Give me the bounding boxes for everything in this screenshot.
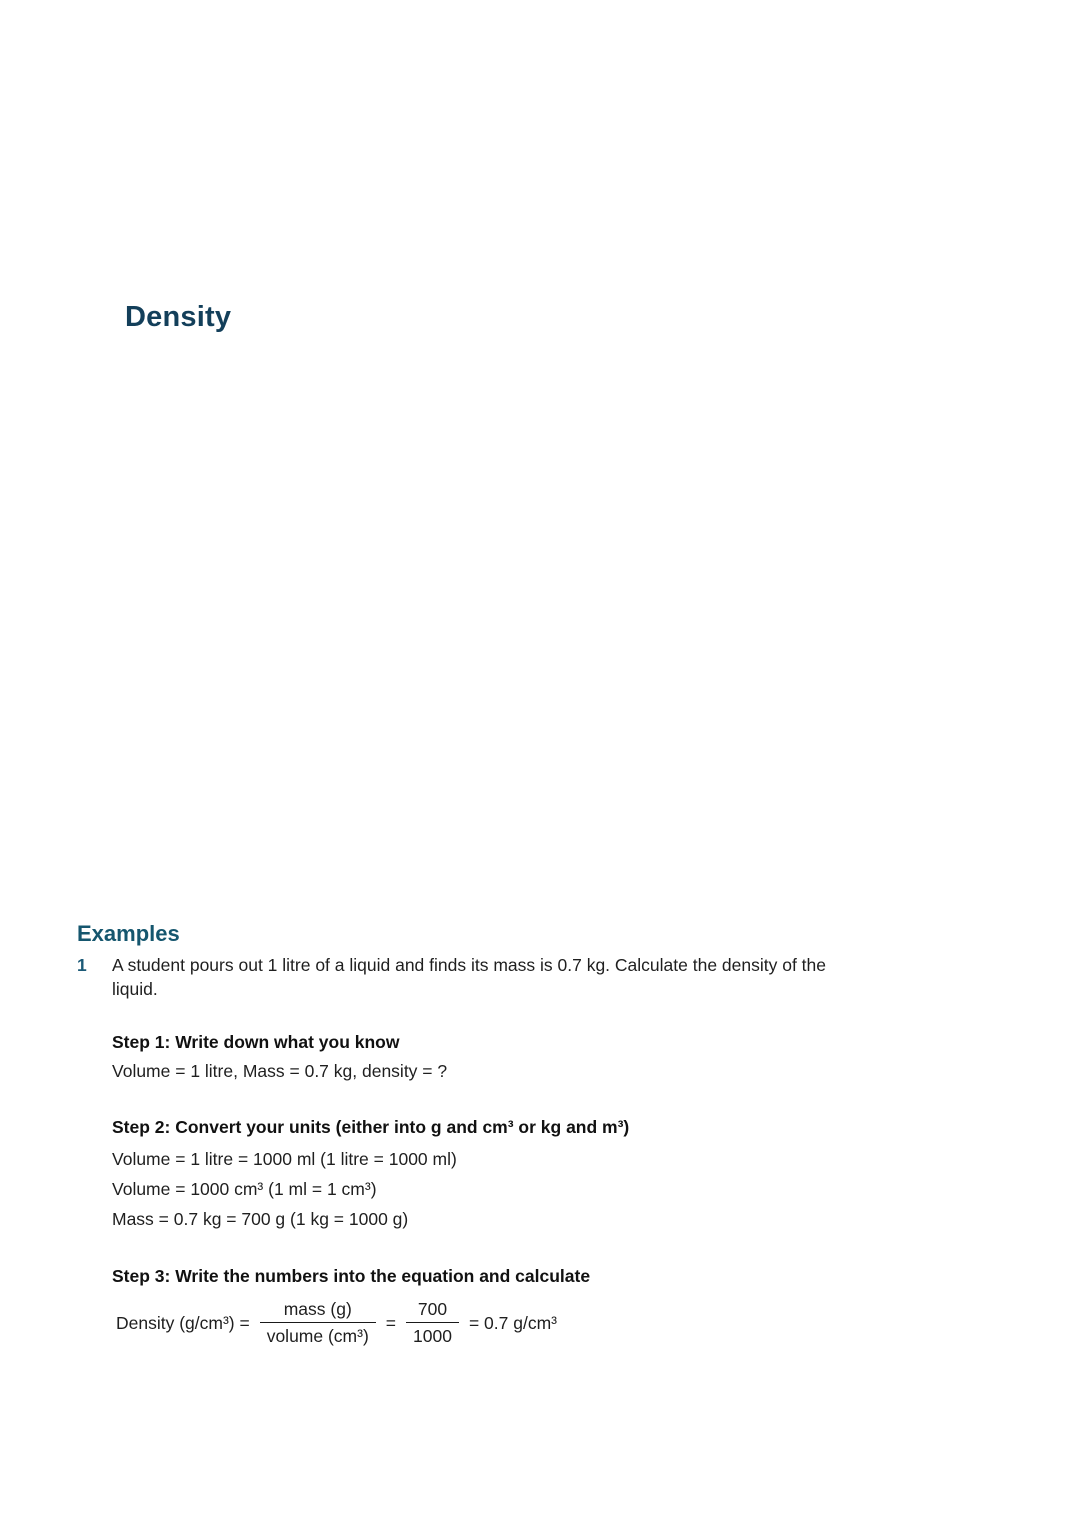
equation-lhs: Density (g/cm³) = (116, 1312, 250, 1333)
fraction-denominator: volume (cm³) (266, 1326, 369, 1346)
fraction-numerator: 700 (417, 1299, 448, 1319)
fraction-denominator: 1000 (413, 1326, 452, 1346)
equation-result: = 0.7 g/cm³ (468, 1312, 557, 1333)
step-1-heading: Step 1: Write down what you know (112, 1032, 400, 1052)
examples-heading: Examples (77, 921, 180, 946)
question-text: A student pours out 1 litre of a liquid and finds its mass is 0.7 kg. Calculate the density of the liquid. (112, 955, 827, 999)
step-2-line-1: Volume = 1 litre = 1000 ml (1 litre = 1000 ml) (112, 1149, 457, 1169)
page-title: Density (125, 301, 232, 333)
step-3-heading: Step 3: Write the numbers into the equation and calculate (112, 1266, 591, 1286)
question-number: 1 (77, 955, 87, 975)
equation-fraction-mass-volume (260, 1299, 376, 1347)
step-2-line-3: Mass = 0.7 kg = 700 g (1 kg = 1000 g) (112, 1209, 409, 1229)
density-equation (112, 1294, 561, 1352)
question-1 (77, 953, 827, 1001)
equation-fraction-numbers (406, 1299, 459, 1347)
step-1-line: Volume = 1 litre, Mass = 0.7 kg, density = ? (112, 1061, 448, 1081)
fraction-bar (406, 1322, 459, 1323)
step-2-heading: Step 2: Convert your units (either into g and cm³ or kg and m³) (112, 1117, 630, 1137)
equation-equals-sign: = (385, 1312, 397, 1333)
fraction-bar (260, 1322, 376, 1323)
step-2-line-2: Volume = 1000 cm³ (1 ml = 1 cm³) (112, 1179, 377, 1199)
fraction-numerator: mass (g) (283, 1299, 352, 1319)
